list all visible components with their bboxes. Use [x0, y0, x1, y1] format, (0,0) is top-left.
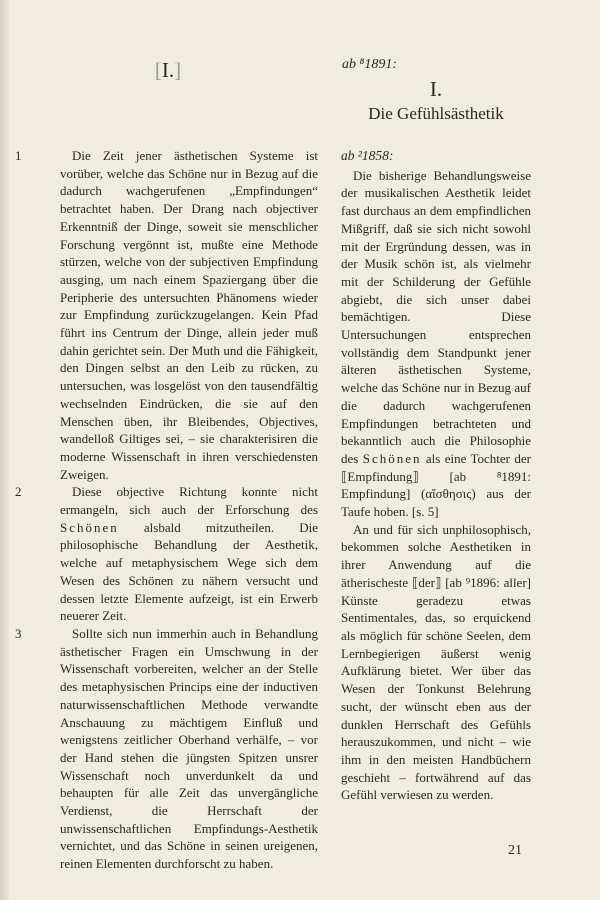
right-column	[341, 147, 531, 804]
left-column	[15, 147, 318, 873]
paragraph-2	[15, 483, 318, 625]
right-paragraph-1	[341, 167, 531, 521]
paragraph-number-1: 1	[15, 148, 22, 163]
edition-note-top: ab ⁸1891:	[342, 57, 398, 72]
paragraph-2-text-after: alsbald mitzutheilen. Die philosophische Behandlung der Aesthetik, welche auf metaphysischem Wege sich dem Wesen des Schönen zu nähern versucht und dessen letzte Elemente aufzeigt, ist ein Erwerb neuerer Zeit.	[60, 519, 318, 624]
right-paragraph-2	[341, 521, 531, 804]
right-paragraph-1-text-before: Die bisherige Behandlungsweise der musikalischen Aesthetik leidet fast durchaus an dem empfindlichen Mißgriff, daß sie sich nicht sowohl mit der Ergründung dessen, was in der Musik schön ist, als vielmehr mit der Schilderung der Gefühle abgiebt, die sich unser dabei bemächtigen. Diese Untersuchungen entsprechen vollständig dem Standpunkt jener älteren ästhetischen Systeme, welche das Schöne nur in Bezug auf die dadurch wachgerufenen Empfindungen betrachteten und bekanntlich auch die Philosophie des	[341, 167, 531, 466]
chapter-number-left: I.	[161, 58, 175, 82]
page-edge	[0, 0, 9, 900]
paragraph-2-spaced-word: Schönen	[60, 519, 119, 535]
chapter-number-right: I.	[429, 77, 443, 101]
paragraph-1-text: Die Zeit jener ästhetischen Systeme ist vorüber, welche das Schöne nur in Bezug auf die dadurch wachgerufenen „Empfindungen“ betrachtet haben. Der Drang nach objectiver Erkenntniß der Dinge, soweit sie menschlicher Forschung vergönnt ist, mußte eine Methode stürzen, welche von der subjectiven Empfindung ausging, um nach einem Spaziergang über die Peripherie des untersuchten Phänomens wieder zur Empfindung zurückzugelangen. Kein Pfad führt ins Centrum der Dinge, allein jeder muß dahin gerichtet sein. Der Muth und die Fähigkeit, den Dingen selbst an den Leib zu rücken, zu untersuchen, was losgelöst von den tausendfältig wechselnden Eindrücken, die sie auf den Menschen üben, ihr Bleibendes, Objectives, wandelloß Giltiges sei, – sie charakterisiren die moderne Wissenschaft in ihren verschiedensten Zweigen.	[60, 148, 318, 482]
page-number: 21	[508, 843, 522, 858]
paragraph-number-2: 2	[15, 484, 22, 500]
paragraph-number-3: 3	[15, 625, 22, 641]
chapter-heading-left: [I.]	[154, 58, 182, 82]
right-paragraph-2-text: An und für sich unphilosophisch, bekommen solche Aesthetiken in ihrer Anwendung auf die ätherischeste ⟦der⟧ [ab ⁹1896: aller] Künste geradezu etwas Sentimentales, das, so erquickend als möglich für schöne Seelen, dem Lernbegierigen äußerst wenig Aufklärung bietet. Wer über das Wesen der Tonkunst Belehrung sucht, der wünscht eben aus der dunklen Herrschaft des Gefühls herauszukommen, und nicht – wie ihm in den meisten Handbüchern geschieht – fortwährend auf das Gefühl verwiesen zu werden.	[341, 521, 531, 803]
paragraph-3-text: Sollte sich nun immerhin auch in Behandlung ästhetischer Fragen ein Umschwung in der Wissenschaft vorbereiten, welcher an der Stelle des metaphysischen Princips eine der inductiven naturwissenschaftlichen Methode verwandte Anschauung zu mächtigem Einfluß und wenigstens zeitlicher Oberhand verhälfe, – vor der Hand stehen die jüngsten Spitzen unsrer Wissenschaft noch unverdunkelt da und behaupten für alle Zeit das unvergängliche Verdienst, die Herrschaft der unwissenschaftlichen Empfindungs-Aesthetik vernichtet, und das Schöne in seinen ureigenen, reinen Elementen durchforscht zu haben.	[60, 625, 318, 872]
paragraph-3	[15, 625, 318, 873]
paragraph-2-text-before: Diese objective Richtung konnte nicht ermangeln, sich auch der Erforschung des	[60, 484, 318, 518]
right-paragraph-1-text-after: als eine Tochter der ⟦Empfindung⟧ [ab ⁸1891: Empfindung] (αἴσθησις) aus der Taufe hoben. [s. 5]	[341, 450, 531, 520]
chapter-title: Die Gefühlsästhetik	[368, 104, 504, 123]
paragraph-1	[15, 147, 318, 483]
edition-note-2: ab ²1858:	[341, 148, 394, 163]
right-paragraph-1-spaced-word: Schönen	[362, 450, 422, 466]
